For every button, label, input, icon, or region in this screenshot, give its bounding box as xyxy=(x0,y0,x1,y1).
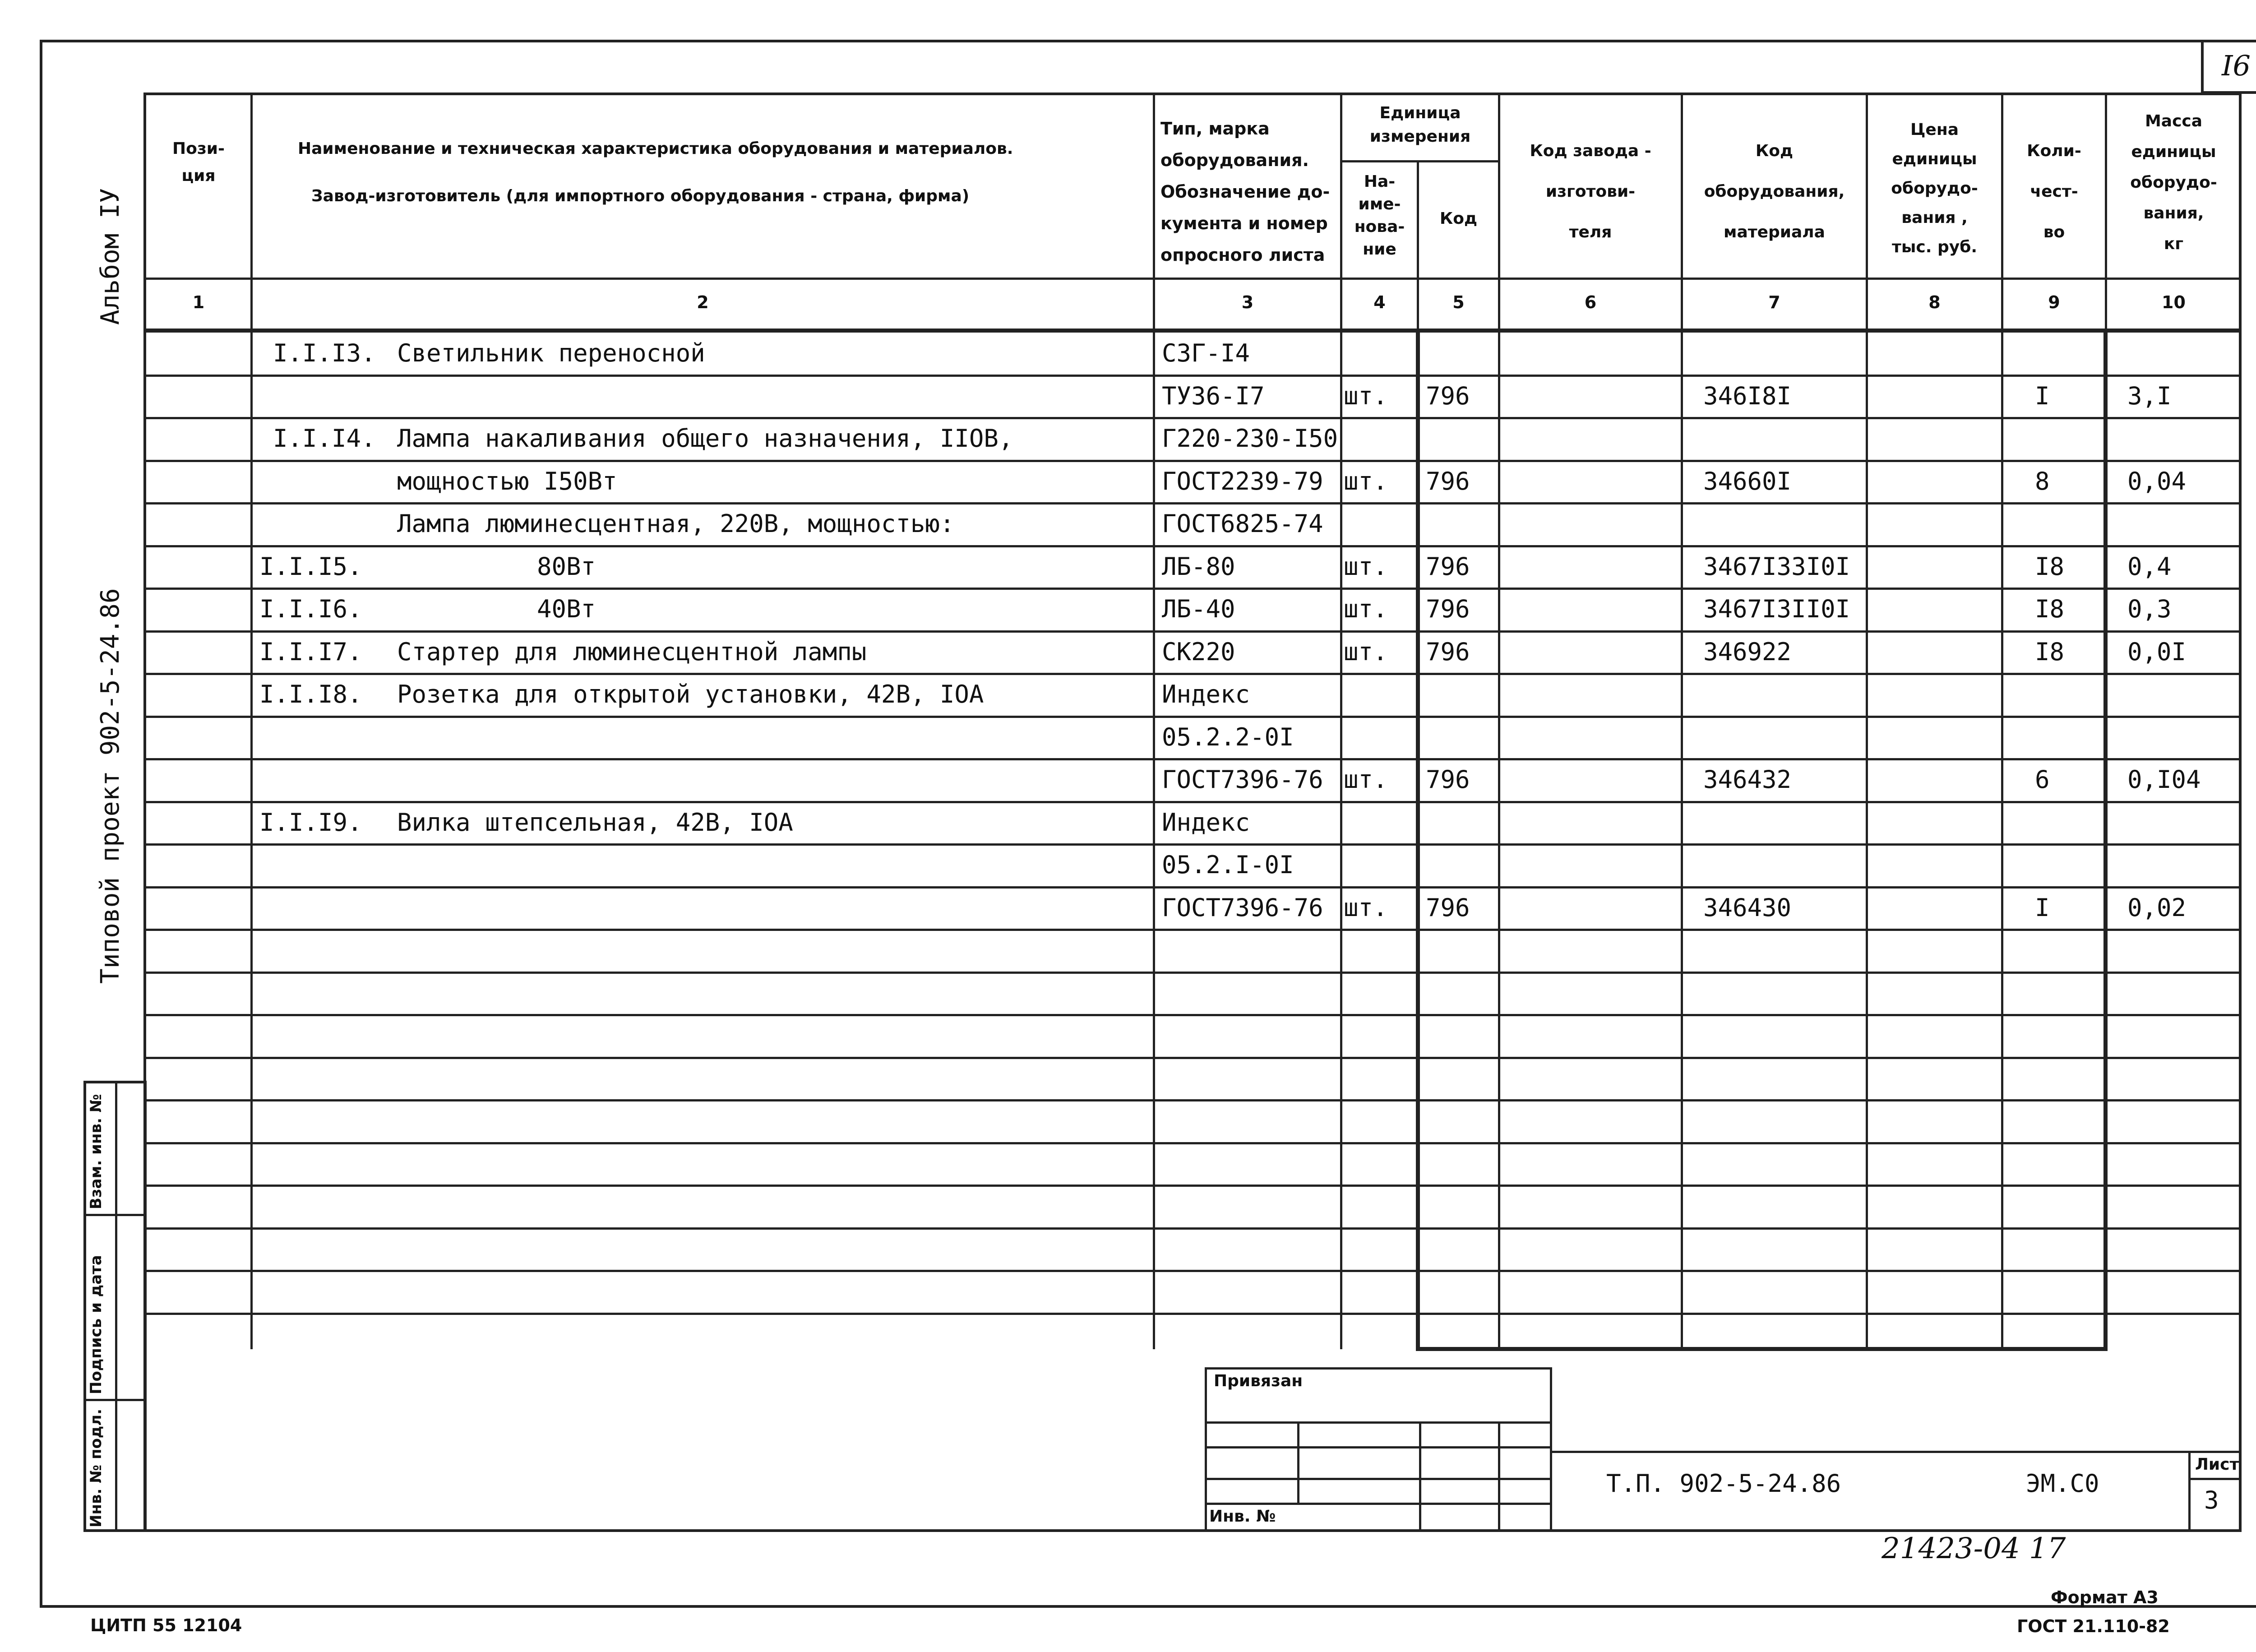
inv-podl-label: Инв. № подл. xyxy=(87,1408,105,1527)
sheet-corner-number: I6 xyxy=(2201,40,2256,94)
row-7-pos: I.I.I7. xyxy=(259,638,362,666)
row-10-equip-code: 346432 xyxy=(1703,765,1792,794)
row-1-type: ТУ36-I7 xyxy=(1162,382,1265,410)
row-12-type: 05.2.I-0I xyxy=(1162,851,1294,879)
row-line xyxy=(143,1099,2242,1101)
row-11-type: Индекс xyxy=(1162,808,1250,837)
row-7-unit: шт. xyxy=(1344,638,1388,666)
row-4-name: Лампа люминесцентная, 220В, мощностью: xyxy=(397,509,955,538)
row-line xyxy=(143,1014,2242,1016)
row-5-unit-code: 796 xyxy=(1426,552,1470,581)
row-3-equip-code: 34660I xyxy=(1703,467,1792,495)
col-number-9: 9 xyxy=(2048,292,2060,312)
col-number-7: 7 xyxy=(1768,292,1780,312)
row-0-type: СЗГ-I4 xyxy=(1162,339,1250,367)
row-6-pos: I.I.I6. xyxy=(259,595,362,623)
row-7-name: Стартер для люминесцентной лампы xyxy=(397,638,867,666)
row-5-pos: I.I.I5. xyxy=(259,552,362,581)
list-label: Лист xyxy=(2195,1455,2239,1474)
row-2-type: Г220-230-I50 xyxy=(1162,424,1338,453)
row-8-name: Розетка для открытой установки, 42В, IOA xyxy=(397,680,984,708)
row-13-unit-code: 796 xyxy=(1426,893,1470,922)
header-price: Цена единицы оборудо- вания , тыс. руб. xyxy=(1891,120,1978,256)
footer-left: ЦИТП 55 12104 xyxy=(90,1615,242,1635)
row-10-unit: шт. xyxy=(1344,765,1388,794)
header-name-line2: Завод-изготовитель (для импортного оборудования - страна, фирма) xyxy=(311,187,970,205)
row-6-name: 40Вт xyxy=(537,595,596,623)
header-position: Пози- ция xyxy=(172,139,225,185)
row-6-unit-code: 796 xyxy=(1426,595,1470,623)
row-2-name: Лампа накаливания общего назначения, IIOB, xyxy=(397,424,1013,453)
row-7-mass: 0,0I xyxy=(2127,638,2187,666)
col-number-2: 2 xyxy=(697,292,709,312)
row-8-pos: I.I.I8. xyxy=(259,680,362,708)
row-5-unit: шт. xyxy=(1344,552,1388,581)
header-factory-code: Код завода - изготови- теля xyxy=(1530,142,1651,241)
vzam-inv-label: Взам. инв. № xyxy=(87,1094,105,1209)
col-number-4: 4 xyxy=(1373,292,1386,312)
row-line xyxy=(143,1057,2242,1059)
row-6-mass: 0,3 xyxy=(2127,595,2172,623)
header-unit-code: Код xyxy=(1439,209,1478,228)
row-line xyxy=(143,502,2242,504)
designation: Т.П. 902-5-24.86 xyxy=(1606,1469,1841,1498)
row-8-type: Индекс xyxy=(1162,680,1250,708)
row-line xyxy=(143,929,2242,931)
handwritten-number: 21423-04 17 xyxy=(1882,1532,2066,1565)
row-11-pos: I.I.I9. xyxy=(259,808,362,837)
row-1-unit: шт. xyxy=(1344,382,1388,410)
row-13-mass: 0,02 xyxy=(2127,893,2187,922)
podpis-data-label: Подпись и дата xyxy=(87,1255,105,1394)
row-7-equip-code: 346922 xyxy=(1703,638,1792,666)
row-line xyxy=(143,417,2242,419)
row-6-equip-code: 3467I3II0I xyxy=(1703,595,1850,623)
row-1-equip-code: 346I8I xyxy=(1703,382,1792,410)
row-10-type: ГОСТ7396-76 xyxy=(1162,765,1323,794)
col-number-3: 3 xyxy=(1241,292,1254,312)
row-5-type: ЛБ-80 xyxy=(1162,552,1235,581)
header-mass: Масса единицы оборудо- вания, кг xyxy=(2130,112,2217,253)
footer-format: Формат А3 xyxy=(2051,1587,2159,1607)
row-line xyxy=(143,1313,2242,1315)
row-1-qty: I xyxy=(2035,382,2050,410)
header-unit-group: Единица измерения xyxy=(1369,104,1471,146)
row-line xyxy=(143,630,2242,633)
row-6-qty: I8 xyxy=(2035,595,2065,623)
row-line xyxy=(143,1227,2242,1230)
col-number-10: 10 xyxy=(2162,292,2186,312)
row-4-type: ГОСТ6825-74 xyxy=(1162,509,1323,538)
row-5-mass: 0,4 xyxy=(2127,552,2172,581)
list-number: 3 xyxy=(2204,1486,2219,1514)
row-5-name: 80Вт xyxy=(537,552,596,581)
row-line xyxy=(143,588,2242,590)
row-line xyxy=(143,886,2242,888)
header-unit-name: На- име- нова- ние xyxy=(1354,172,1405,259)
row-line xyxy=(143,460,2242,462)
row-line xyxy=(143,716,2242,718)
row-0-pos: I.I.I3. xyxy=(273,339,376,367)
row-5-equip-code: 3467I33I0I xyxy=(1703,552,1850,581)
row-line xyxy=(143,972,2242,974)
header-type: Тип, марка оборудования. Обозначение до- кумента и номер опросного листа xyxy=(1160,119,1330,265)
row-0-name: Светильник переносной xyxy=(397,339,705,367)
row-line xyxy=(143,758,2242,760)
row-5-qty: I8 xyxy=(2035,552,2065,581)
row-3-unit-code: 796 xyxy=(1426,467,1470,495)
row-13-type: ГОСТ7396-76 xyxy=(1162,893,1323,922)
row-10-qty: 6 xyxy=(2035,765,2050,794)
row-6-unit: шт. xyxy=(1344,595,1388,623)
col-number-6: 6 xyxy=(1584,292,1597,312)
row-line xyxy=(143,1142,2242,1144)
header-equip-code: Код оборудования, материала xyxy=(1704,142,1845,241)
header-name-line1: Наименование и техническая характеристика оборудования и материалов. xyxy=(298,139,1013,158)
row-7-qty: I8 xyxy=(2035,638,2065,666)
footer-gost: ГОСТ 21.110-82 xyxy=(2017,1616,2170,1636)
project-label: Типовой проект 902-5-24.86 xyxy=(96,588,125,984)
row-1-unit-code: 796 xyxy=(1426,382,1470,410)
row-7-unit-code: 796 xyxy=(1426,638,1470,666)
row-line xyxy=(143,1185,2242,1187)
header-qty: Коли- чест- во xyxy=(2027,142,2081,241)
album-label: Альбом IУ xyxy=(96,188,125,325)
row-13-unit: шт. xyxy=(1344,893,1388,922)
row-1-mass: 3,I xyxy=(2127,382,2172,410)
row-line xyxy=(143,843,2242,846)
row-line xyxy=(143,673,2242,675)
row-10-mass: 0,I04 xyxy=(2127,765,2201,794)
row-7-type: СК220 xyxy=(1162,638,1235,666)
row-6-type: ЛБ-40 xyxy=(1162,595,1235,623)
row-13-equip-code: 346430 xyxy=(1703,893,1792,922)
col-number-5: 5 xyxy=(1452,292,1465,312)
row-line xyxy=(143,375,2242,377)
row-3-type: ГОСТ2239-79 xyxy=(1162,467,1323,495)
row-11-name: Вилка штепсельная, 42В, IOA xyxy=(397,808,793,837)
row-10-unit-code: 796 xyxy=(1426,765,1470,794)
row-13-qty: I xyxy=(2035,893,2050,922)
row-3-unit: шт. xyxy=(1344,467,1388,495)
row-line xyxy=(143,1270,2242,1272)
col-number-1: 1 xyxy=(192,292,205,312)
row-line xyxy=(143,545,2242,547)
inv-no-label: Инв. № xyxy=(1209,1507,1276,1526)
row-3-mass: 0,04 xyxy=(2127,467,2187,495)
row-9-type: 05.2.2-0I xyxy=(1162,723,1294,751)
col-number-8: 8 xyxy=(1928,292,1941,312)
row-line xyxy=(143,801,2242,803)
doc-code: ЭМ.С0 xyxy=(2026,1469,2099,1498)
row-3-name: мощностью I50Вт xyxy=(397,467,617,495)
privyazan-label: Привязан xyxy=(1214,1372,1303,1390)
row-2-pos: I.I.I4. xyxy=(273,424,376,453)
row-3-qty: 8 xyxy=(2035,467,2050,495)
